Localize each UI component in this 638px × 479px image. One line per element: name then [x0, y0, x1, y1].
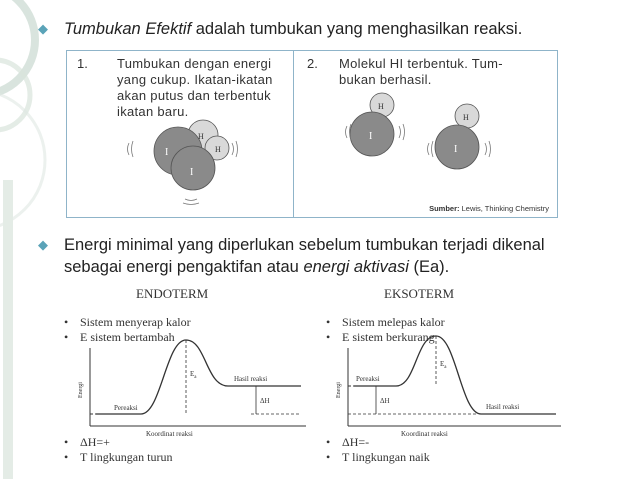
eksoterm-reactant: Pereaksi: [356, 375, 380, 383]
eksoterm-point-2: E sistem berkurang: [342, 330, 435, 344]
bullet-icon: ◆: [38, 237, 48, 252]
figure-source: Sumber: Lewis, Thinking Chemistry: [429, 204, 549, 213]
endoterm-point-1: Sistem menyerap kalor: [80, 315, 191, 329]
endoterm-ylabel: Energi: [78, 382, 84, 398]
panel2-number: 2.: [307, 56, 318, 71]
bullet-item-activation-energy: [38, 234, 545, 278]
endoterm-point-3: ΔH=+: [80, 435, 110, 449]
svg-text:•: •: [64, 330, 69, 344]
eksoterm-xlabel: Koordinat reaksi: [401, 430, 448, 438]
term-effective-collision: Tumbukan Efektif: [64, 20, 192, 38]
svg-text:•: •: [64, 450, 69, 464]
svg-text:•: •: [64, 315, 69, 329]
atom-label-h: H: [215, 145, 221, 154]
molecule-drawing: [67, 51, 559, 219]
bullet2-line2: sebagai energi pengaktifan atau energi aktivasi (Ea).: [64, 258, 450, 276]
panel1-number: 1.: [77, 56, 88, 71]
collision-figure: [66, 50, 558, 218]
atom-label-h: H: [378, 102, 384, 111]
eksoterm-title: EKSOTERM: [384, 286, 455, 301]
bullet-item-effective-collision: [38, 18, 522, 40]
endoterm-dh: ΔH: [260, 397, 270, 405]
eksoterm-product: Hasil reaksi: [486, 403, 520, 411]
eksoterm-panel: [326, 286, 561, 464]
endoterm-point-2: E sistem bertambah: [80, 330, 175, 344]
atom-label-i: I: [190, 167, 194, 178]
svg-text:•: •: [326, 330, 331, 344]
eksoterm-point-4: T lingkungan naik: [342, 450, 430, 464]
endoterm-xlabel: Koordinat reaksi: [146, 430, 193, 438]
atom-label-h: H: [463, 113, 469, 122]
eksoterm-ea: $E_a$: [440, 360, 447, 370]
eksoterm-dh: ΔH: [380, 397, 390, 405]
atom-label-i: I: [165, 147, 169, 158]
eksoterm-point-3: ΔH=-: [342, 435, 370, 449]
endoterm-product: Hasil reaksi: [234, 375, 268, 383]
bullet1-text: adalah tumbukan yang menghasilkan reaksi.: [191, 20, 523, 38]
svg-text:•: •: [64, 435, 69, 449]
endoterm-title: ENDOTERM: [136, 286, 209, 301]
endoterm-ea: $E_a$: [190, 370, 197, 380]
endoterm-panel: [64, 286, 306, 464]
svg-text:•: •: [326, 315, 331, 329]
endoterm-reactant: Pereaksi: [114, 404, 138, 412]
svg-text:•: •: [326, 450, 331, 464]
endoterm-point-4: T lingkungan turun: [80, 450, 173, 464]
bullet-icon: ◆: [38, 21, 48, 36]
atom-label-h: H: [198, 132, 204, 141]
eksoterm-point-1: Sistem melepas kalor: [342, 315, 445, 329]
panel2-caption: Molekul HI terbentuk. Tum- bukan berhasil.: [339, 56, 503, 87]
energy-diagrams-figure: [56, 278, 638, 479]
atom-label-i: I: [454, 144, 458, 155]
eksoterm-ylabel: Energi: [336, 382, 342, 398]
endoterm-energy-curve: [96, 340, 301, 414]
bullet2-line1: Energi minimal yang diperlukan sebelum tumbukan terjadi dikenal: [64, 236, 545, 254]
panel1-caption: Tumbukan dengan energi yang cukup. Ikatan-ikatan akan putus dan terbentuk ikatan baru.: [117, 56, 273, 119]
atom-label-i: I: [369, 131, 373, 142]
svg-text:•: •: [326, 435, 331, 449]
